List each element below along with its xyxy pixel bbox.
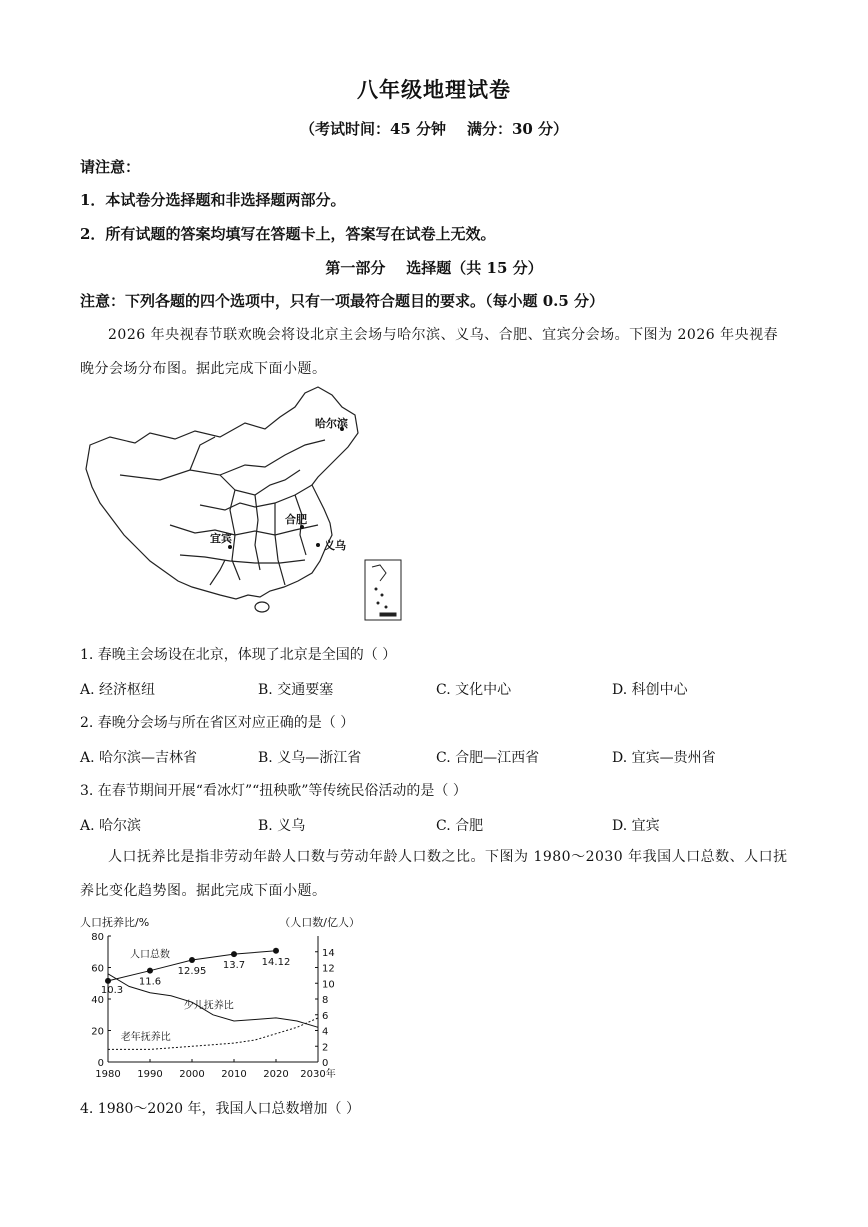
q3-option-d[interactable]: D. 宜宾 [612,818,660,834]
section-instruction: 注意：下列各题的四个选项中，只有一项最符合题目的要求。（每小题 0.5 分） [80,292,605,310]
y-right-tick-label: 14 [322,947,335,959]
question-3-stem: 3. 在春节期间开展“看冰灯”“扭秧歌”等传统民俗活动的是（ ） [80,783,467,799]
map-label-yibin: 宜宾 [210,532,232,545]
series-label-child-dependency: 少儿抚养比 [183,1000,234,1012]
y-right-tick-label: 2 [322,1042,329,1054]
section-title: 第一部分 选择题（共 15 分） [325,259,543,277]
total-population-point [147,968,153,974]
y-axis-right-title: （人口数/亿人） [279,916,360,929]
q2-option-d[interactable]: D. 宜宾—贵州省 [612,750,716,766]
question-4-stem: 4. 1980～2020 年，我国人口总数增加（ ） [80,1101,360,1117]
q3-option-c[interactable]: C. 合肥 [436,818,484,834]
y-left-tick-label: 40 [91,995,104,1006]
context-paragraph-2: 人口抚养比是指非劳动年龄人口数与劳动年龄人口数之比。下图为 1980～2030 年我国人口总数、人口抚养比变化趋势图。据此完成下面小题。 [80,849,788,899]
q1-option-b[interactable]: B. 交通要塞 [258,682,334,698]
q2-option-a[interactable]: A. 哈尔滨—吉林省 [80,750,198,766]
notice-heading: 请注意： [80,158,141,176]
q2-option-c[interactable]: C. 合肥—江西省 [436,750,540,766]
south-china-sea-inset [365,560,401,620]
question-1-stem: 1. 春晚主会场设在北京，体现了北京是全国的（ ） [80,647,397,663]
total-population-label: 10.3 [100,984,124,996]
y-left-tick-label: 60 [91,963,104,975]
map-label-yiwu: 义乌 [324,539,346,552]
notice-item-1: 1．本试卷分选择题和非选择题两部分。 [80,191,346,209]
y-right-tick-label: 0 [322,1058,329,1069]
y-right-tick-label: 12 [322,963,335,975]
context-paragraph-1: 2026 年央视春节联欢晚会将设北京主会场与哈尔滨、义乌、合肥、宜宾分会场。下图为 2026 年央视春晚分会场分布图。据此完成下面小题。 [80,327,779,377]
y-right-tick-label: 10 [322,979,335,991]
total-population-label: 14.12 [261,956,291,968]
y-right-tick-label: 6 [322,1010,329,1022]
map-label-harbin: 哈尔滨 [315,417,348,430]
total-population-point [105,978,111,984]
x-tick-label: 1980 [95,1069,121,1080]
q1-option-c[interactable]: C. 文化中心 [436,682,512,698]
exam-title: 八年级地理试卷 [357,77,511,102]
total-population-point [189,957,195,963]
y-left-tick-label: 0 [97,1058,104,1069]
x-tick-label: 2030年 [300,1069,336,1080]
total-population-label: 11.6 [138,976,162,988]
total-population-point [231,951,237,957]
series-label-total-population: 人口总数 [130,949,170,961]
q3-option-b[interactable]: B. 义乌 [258,818,306,834]
y-right-tick-label: 4 [322,1026,329,1038]
map-label-hefei: 合肥 [285,513,307,526]
total-population-point [273,948,279,954]
q1-option-a[interactable]: A. 经济枢纽 [80,682,156,698]
population-chart [80,912,360,1087]
q2-option-b[interactable]: B. 义乌—浙江省 [258,750,362,766]
q3-option-a[interactable]: A. 哈尔滨 [80,818,142,834]
y-axis-left-title: 人口抚养比/% [80,916,150,929]
exam-subtitle: （考试时间：45 分钟 满分：30 分） [299,120,569,138]
notice-item-2: 2．所有试题的答案均填写在答题卡上，答案写在试卷上无效。 [80,225,496,243]
y-left-tick-label: 80 [91,932,104,943]
q1-option-d[interactable]: D. 科创中心 [612,682,688,698]
x-tick-label: 2000 [179,1069,205,1080]
question-2-stem: 2. 春晚分会场与所在省区对应正确的是（ ） [80,715,355,731]
series-label-elderly-dependency: 老年抚养比 [120,1031,171,1043]
y-right-tick-label: 8 [322,995,329,1006]
x-tick-label: 2020 [263,1069,289,1080]
x-tick-label: 1990 [137,1069,163,1080]
china-map [80,385,420,630]
total-population-label: 13.7 [222,960,246,972]
x-tick-label: 2010 [221,1069,247,1080]
total-population-label: 12.95 [177,966,207,978]
y-left-tick-label: 20 [91,1026,104,1038]
